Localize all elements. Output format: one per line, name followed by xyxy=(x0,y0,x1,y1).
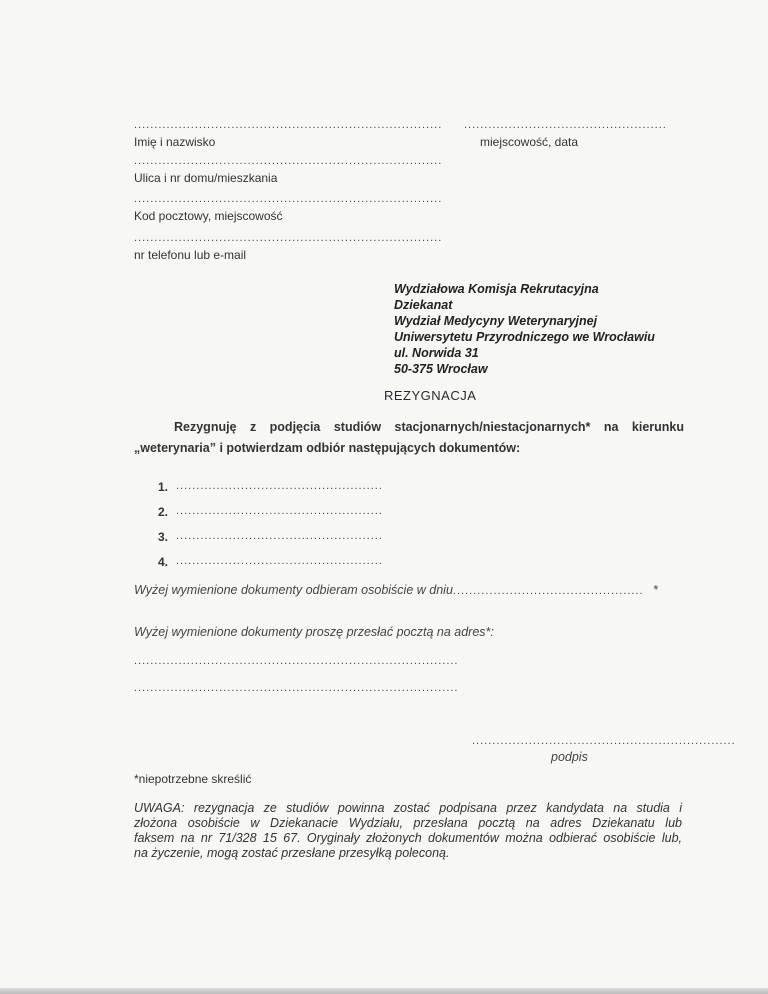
list-dots: ................................................... xyxy=(176,505,383,517)
phone-dots: ............................................................................ xyxy=(134,232,443,244)
recipient-address xyxy=(394,281,655,377)
list-dots: ................................................... xyxy=(176,555,383,567)
place-date-label: miejscowość, data xyxy=(480,135,579,149)
list-number: 4. xyxy=(158,555,169,569)
warning-line-3: faksem na nr 71/328 15 67. Oryginały złożonych dokumentów można odbierać osobiście lub, xyxy=(134,831,682,845)
signature-label: podpis xyxy=(551,750,588,764)
statement-line-2: „weterynaria” i potwierdzam odbiór następujących dokumentów: xyxy=(134,441,521,455)
name-label: Imię i nazwisko xyxy=(134,135,216,149)
street-label: Ulica i nr domu/mieszkania xyxy=(134,171,278,185)
list-number: 1. xyxy=(158,480,169,494)
pickup-dots: ............................................... xyxy=(452,585,644,597)
postal-dots: ............................................................................ xyxy=(134,193,443,205)
place-date-dots: .................................................. xyxy=(464,119,667,131)
list-item xyxy=(158,555,383,580)
list-number: 2. xyxy=(158,505,169,519)
warning-line-1: UWAGA: rezygnacja ze studiów powinna zostać podpisana przez kandydata na studia i xyxy=(134,801,682,815)
pickup-text: Wyżej wymienione dokumenty odbieram osobiście w dniu xyxy=(134,583,453,597)
warning-line-2: złożona osobiście w Dziekanacie Wydziału, przesłana pocztą na adres Dziekanatu lub xyxy=(134,816,682,830)
documents-list xyxy=(158,480,383,580)
list-dots: ................................................... xyxy=(176,480,383,492)
warning-note xyxy=(134,801,682,861)
recipient-line-2: Dziekanat xyxy=(394,298,453,312)
pickup-line xyxy=(134,583,658,597)
mail-text: Wyżej wymienione dokumenty proszę przesłać pocztą na adres*: xyxy=(134,625,494,639)
list-item xyxy=(158,480,383,505)
warning-line-4: na życzenie, mogą zostać przesłane przesyłką poleconą. xyxy=(134,846,450,860)
mail-address-dots-2: ................................................................................ xyxy=(134,682,459,694)
signature-dots: ................................................................. xyxy=(472,735,736,747)
recipient-line-5: ul. Norwida 31 xyxy=(394,346,479,360)
name-dots: ............................................................................ xyxy=(134,119,443,131)
statement-line-1: Rezygnuję z podjęcia studiów stacjonarnych/niestacjonarnych* na kierunku xyxy=(174,420,684,434)
recipient-line-4: Uniwersytetu Przyrodniczego we Wrocławiu xyxy=(394,330,655,344)
scan-edge xyxy=(0,988,768,994)
postal-label: Kod pocztowy, miejscowość xyxy=(134,209,283,223)
recipient-line-6: 50-375 Wrocław xyxy=(394,362,488,376)
phone-label: nr telefonu lub e-mail xyxy=(134,248,247,262)
document-title: REZYGNACJA xyxy=(384,388,477,403)
footnote: *niepotrzebne skreślić xyxy=(134,772,252,786)
list-item xyxy=(158,505,383,530)
street-dots: ............................................................................ xyxy=(134,155,443,167)
list-item xyxy=(158,530,383,555)
mail-address-dots-1: ................................................................................ xyxy=(134,655,459,667)
recipient-line-1: Wydziałowa Komisja Rekrutacyjna xyxy=(394,282,599,296)
list-number: 3. xyxy=(158,530,169,544)
pickup-star: * xyxy=(652,583,658,597)
recipient-line-3: Wydział Medycyny Weterynaryjnej xyxy=(394,314,598,328)
list-dots: ................................................... xyxy=(176,530,383,542)
